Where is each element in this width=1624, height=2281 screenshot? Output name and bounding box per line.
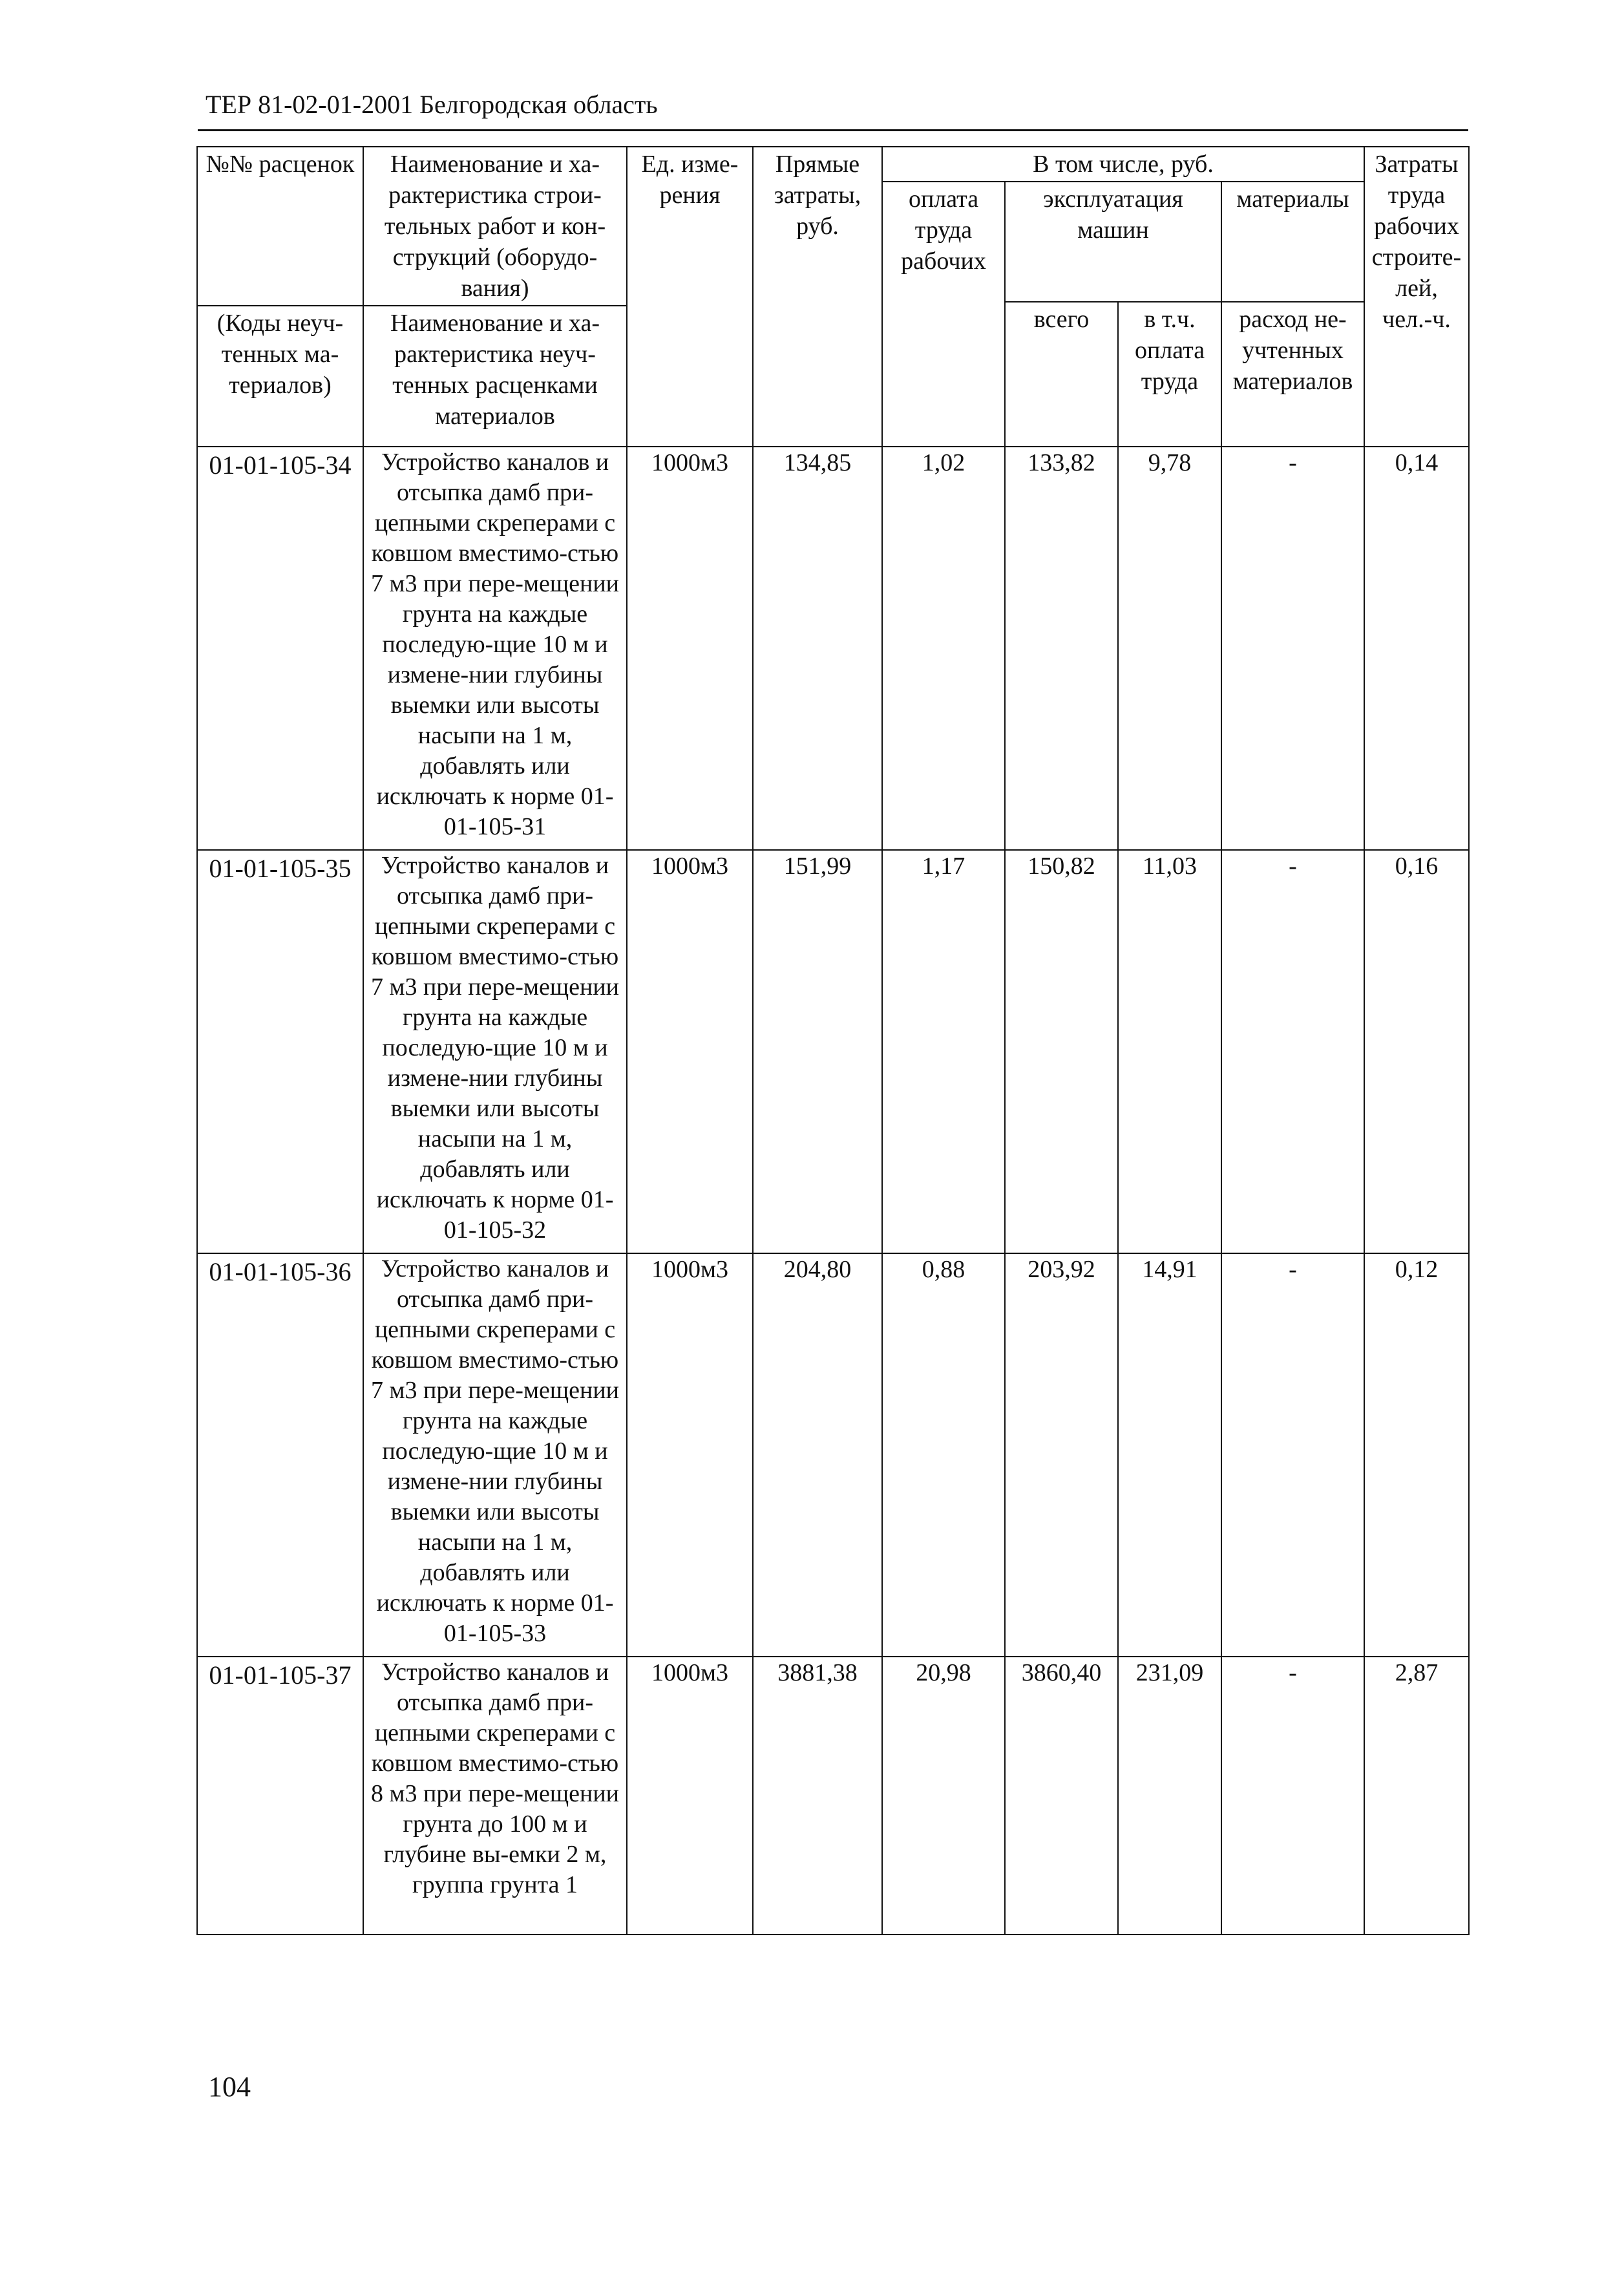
materials-value: - bbox=[1221, 1657, 1364, 1935]
table-row bbox=[197, 447, 1469, 850]
header-rule bbox=[198, 129, 1468, 131]
machines-labor-value: 14,91 bbox=[1118, 1253, 1221, 1657]
header-machine-operation: эксплуатация машин bbox=[1005, 182, 1221, 302]
header-row-1 bbox=[197, 147, 1469, 182]
header-machines-total: всего bbox=[1005, 302, 1118, 447]
header-rate-codes: (Коды неуч-тенных ма-териалов) bbox=[197, 306, 363, 447]
materials-value: - bbox=[1221, 447, 1364, 850]
unit-value: 1000м3 bbox=[627, 1253, 753, 1657]
work-description: Устройство каналов и отсыпка дамб при-цепными скреперами с ковшом вместимо-стью 7 м3 при пере-мещении грунта на каждые последую-щие 10 м и измене-нии глубины выемки или высоты насыпи на 1 м, добавлять или исключать к норме 01-01-105-31 bbox=[363, 447, 627, 850]
unit-value: 1000м3 bbox=[627, 447, 753, 850]
labor-pay-value: 1,17 bbox=[882, 850, 1005, 1253]
work-description: Устройство каналов и отсыпка дамб при-цепными скреперами с ковшом вместимо-стью 7 м3 при пере-мещении грунта на каждые последую-щие 10 м и измене-нии глубины выемки или высоты насыпи на 1 м, добавлять или исключать к норме 01-01-105-33 bbox=[363, 1253, 627, 1657]
header-unit: Ед. изме-рения bbox=[627, 147, 753, 447]
work-description: Устройство каналов и отсыпка дамб при-цепными скреперами с ковшом вместимо-стью 7 м3 при пере-мещении грунта на каждые последую-щие 10 м и измене-нии глубины выемки или высоты насыпи на 1 м, добавлять или исключать к норме 01-01-105-32 bbox=[363, 850, 627, 1253]
machines-labor-value: 231,09 bbox=[1118, 1657, 1221, 1935]
rate-code: 01-01-105-37 bbox=[197, 1657, 363, 1935]
machines-labor-value: 9,78 bbox=[1118, 447, 1221, 850]
running-title: ТЕР 81-02-01-2001 Белгородская область bbox=[206, 90, 658, 119]
labor-hours-value: 0,14 bbox=[1364, 447, 1469, 850]
labor-pay-value: 20,98 bbox=[882, 1657, 1005, 1935]
labor-hours-value: 2,87 bbox=[1364, 1657, 1469, 1935]
direct-costs-value: 3881,38 bbox=[753, 1657, 882, 1935]
table-row bbox=[197, 1657, 1469, 1935]
labor-hours-value: 0,12 bbox=[1364, 1253, 1469, 1657]
header-work-name: Наименование и ха-рактеристика строи-тельных работ и кон-струкций (оборудо-вания) bbox=[363, 147, 627, 306]
table-row bbox=[197, 850, 1469, 1253]
machines-total-value: 3860,40 bbox=[1005, 1657, 1118, 1935]
rates-table bbox=[196, 146, 1470, 1935]
header-material-name: Наименование и ха-рактеристика неуч-тенных расценками материалов bbox=[363, 306, 627, 447]
header-rate-no: №№ расценок bbox=[197, 147, 363, 306]
rate-code: 01-01-105-36 bbox=[197, 1253, 363, 1657]
machines-total-value: 150,82 bbox=[1005, 850, 1118, 1253]
direct-costs-value: 151,99 bbox=[753, 850, 882, 1253]
machines-labor-value: 11,03 bbox=[1118, 850, 1221, 1253]
labor-hours-value: 0,16 bbox=[1364, 850, 1469, 1253]
header-including: В том числе, руб. bbox=[882, 147, 1364, 182]
machines-total-value: 133,82 bbox=[1005, 447, 1118, 850]
work-description: Устройство каналов и отсыпка дамб при-цепными скреперами с ковшом вместимо-стью 8 м3 при пере-мещении грунта до 100 м и глубине вы-емки 2 м, группа грунта 1 bbox=[363, 1657, 627, 1935]
header-unaccounted-materials: расход не-учтенных материалов bbox=[1221, 302, 1364, 447]
unit-value: 1000м3 bbox=[627, 1657, 753, 1935]
header-machines-labor: в т.ч. оплата труда bbox=[1118, 302, 1221, 447]
page-number: 104 bbox=[208, 2071, 251, 2103]
header-labor-pay: оплата труда рабочих bbox=[882, 182, 1005, 447]
labor-pay-value: 0,88 bbox=[882, 1253, 1005, 1657]
labor-pay-value: 1,02 bbox=[882, 447, 1005, 850]
rate-code: 01-01-105-34 bbox=[197, 447, 363, 850]
table-row bbox=[197, 1253, 1469, 1657]
header-materials: материалы bbox=[1221, 182, 1364, 302]
direct-costs-value: 204,80 bbox=[753, 1253, 882, 1657]
direct-costs-value: 134,85 bbox=[753, 447, 882, 850]
header-direct-costs: Прямые затраты, руб. bbox=[753, 147, 882, 447]
materials-value: - bbox=[1221, 850, 1364, 1253]
unit-value: 1000м3 bbox=[627, 850, 753, 1253]
header-labor-costs: Затраты труда рабочих строите-лей, чел.-ч. bbox=[1364, 147, 1469, 447]
materials-value: - bbox=[1221, 1253, 1364, 1657]
machines-total-value: 203,92 bbox=[1005, 1253, 1118, 1657]
rate-code: 01-01-105-35 bbox=[197, 850, 363, 1253]
